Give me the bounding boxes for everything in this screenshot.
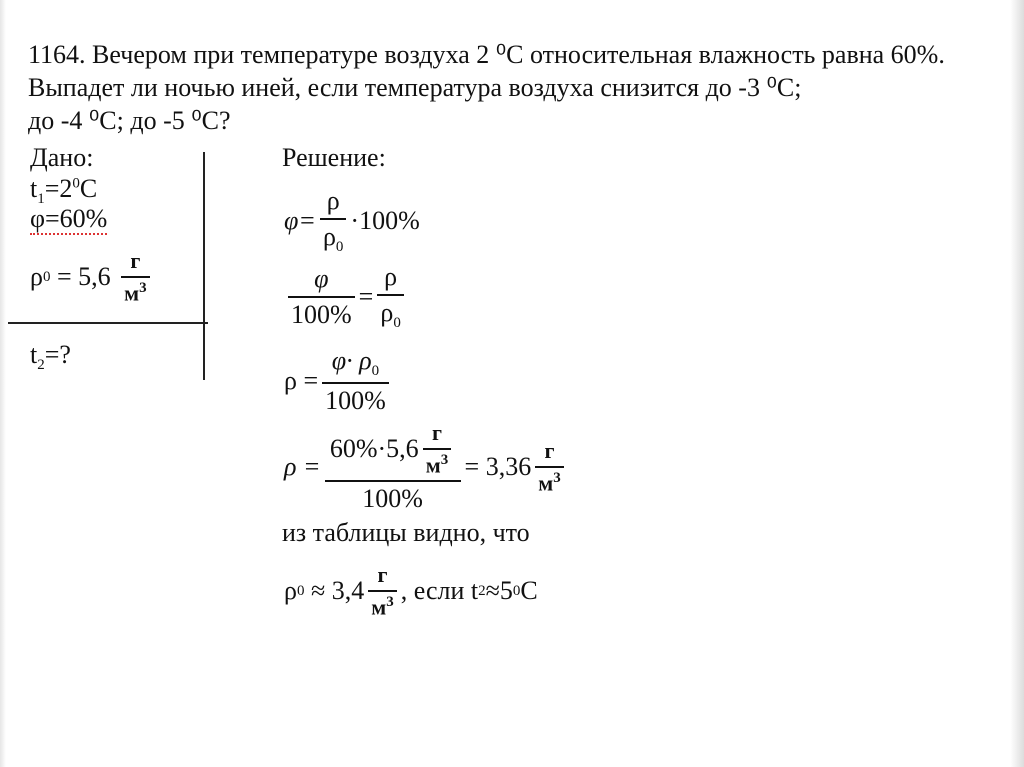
f4-result-unit-den-text: м <box>538 470 554 496</box>
table-text: из таблицы видно, что <box>282 518 530 547</box>
given-divider-vertical <box>203 152 205 380</box>
f4-result-unit <box>535 438 564 496</box>
f5-tail-sup: 0 <box>512 582 521 599</box>
left-edge-shadow <box>0 0 6 767</box>
f2-left-fraction <box>288 264 355 330</box>
f4-result-unit-numerator: г <box>544 438 555 463</box>
t2-value: =? <box>44 340 71 369</box>
f1-rhs: ·100% <box>350 206 420 236</box>
formula-3 <box>284 346 393 416</box>
rho0-symbol: ρ <box>30 262 43 292</box>
problem-line-1: 1164. Вечером при температуре воздуха 2 ⁰С относительная влажность равна 60%. <box>28 40 945 69</box>
f4-unit-denominator <box>423 448 452 478</box>
f2-right-numerator: ρ <box>384 262 398 291</box>
f1-den-sub: 0 <box>335 239 344 256</box>
t2-symbol: t <box>30 340 38 369</box>
formula-4 <box>284 420 568 514</box>
rho0-unit-fraction <box>121 248 150 306</box>
t1-degree: 0 <box>72 175 80 192</box>
f1-den-text: ρ <box>322 222 336 251</box>
unit-den-sup: 3 <box>139 280 147 296</box>
f3-num-sub: 0 <box>371 363 380 380</box>
f5-unit-denominator <box>368 590 397 620</box>
problem-line-2: Выпадет ли ночью иней, если температура воздуха снизится до -3 ⁰С; <box>28 73 802 102</box>
f4-unit-den-sup: 3 <box>440 452 449 468</box>
f5-tail: , если t <box>400 576 479 606</box>
formula-5 <box>284 562 538 620</box>
f2-right-denominator <box>377 294 403 332</box>
find-t2 <box>30 340 71 374</box>
f2-left-numerator: φ <box>314 264 329 294</box>
f4-num-text: 60%·5,6 <box>329 434 419 464</box>
f5-unit <box>368 562 397 620</box>
f3-fraction <box>322 346 389 416</box>
t1-subscript: 1 <box>37 191 45 208</box>
t1-value: =2 <box>44 174 73 203</box>
t1-symbol: t <box>30 174 38 203</box>
rho0-subscript: 0 <box>42 268 51 285</box>
t1-unit: С <box>79 174 98 203</box>
f4-num-unit <box>423 420 452 478</box>
f5-unit-numerator: г <box>377 562 388 587</box>
f2-equals: = <box>358 282 374 312</box>
f4-result-unit-den-sup: 3 <box>553 470 561 486</box>
f2-right-den-text: ρ <box>380 298 394 327</box>
f2-right-den-sub: 0 <box>393 315 401 332</box>
f5-tail-end: ≈5 <box>485 576 513 606</box>
f2-right-fraction <box>377 262 403 332</box>
f5-symbol: ρ <box>284 576 297 606</box>
f4-unit-den-text: м <box>425 452 441 478</box>
f3-numerator <box>329 346 382 382</box>
f4-fraction <box>325 420 461 514</box>
f5-unit-den-text: м <box>371 594 387 620</box>
f1-numerator: ρ <box>326 186 340 215</box>
phi-value: φ=60% <box>30 204 108 233</box>
formula-1 <box>284 186 420 256</box>
f5-subscript: 0 <box>296 582 305 599</box>
f2-left-denominator: 100% <box>288 296 355 330</box>
given-phi <box>30 204 107 234</box>
f5-tail-sub: 2 <box>478 582 486 599</box>
given-title: Дано: <box>30 143 94 172</box>
f3-lhs: ρ = <box>284 366 319 396</box>
problem-line-3: до -4 ⁰С; до -5 ⁰С? <box>28 106 231 135</box>
f1-denominator <box>320 218 346 256</box>
problem-statement <box>28 38 945 137</box>
f3-num-text: φ· ρ <box>331 346 372 375</box>
f1-fraction <box>320 186 346 256</box>
f1-lhs: φ= <box>284 206 316 236</box>
unit-denominator <box>121 276 150 306</box>
f4-rhs: = 3,36 <box>464 452 532 482</box>
f5-tail-unit: С <box>520 576 538 606</box>
f4-unit-numerator: г <box>431 420 442 445</box>
f4-result-unit-denominator <box>535 466 564 496</box>
given-rho0 <box>30 248 154 306</box>
f4-numerator <box>327 420 458 480</box>
right-edge-shadow <box>1010 0 1024 767</box>
f4-denominator: 100% <box>325 480 461 514</box>
formula-2 <box>284 262 408 332</box>
unit-numerator: г <box>130 248 141 273</box>
solution-title: Решение: <box>282 143 386 172</box>
f5-unit-den-sup: 3 <box>386 594 394 610</box>
t2-subscript: 2 <box>37 357 45 374</box>
f3-denominator: 100% <box>322 382 389 416</box>
f5-value: ≈ 3,4 <box>304 576 365 606</box>
rho0-value: = 5,6 <box>50 262 118 292</box>
unit-den-text: м <box>124 280 140 306</box>
given-divider-horizontal <box>8 322 208 324</box>
f4-lhs: ρ = <box>284 452 321 482</box>
